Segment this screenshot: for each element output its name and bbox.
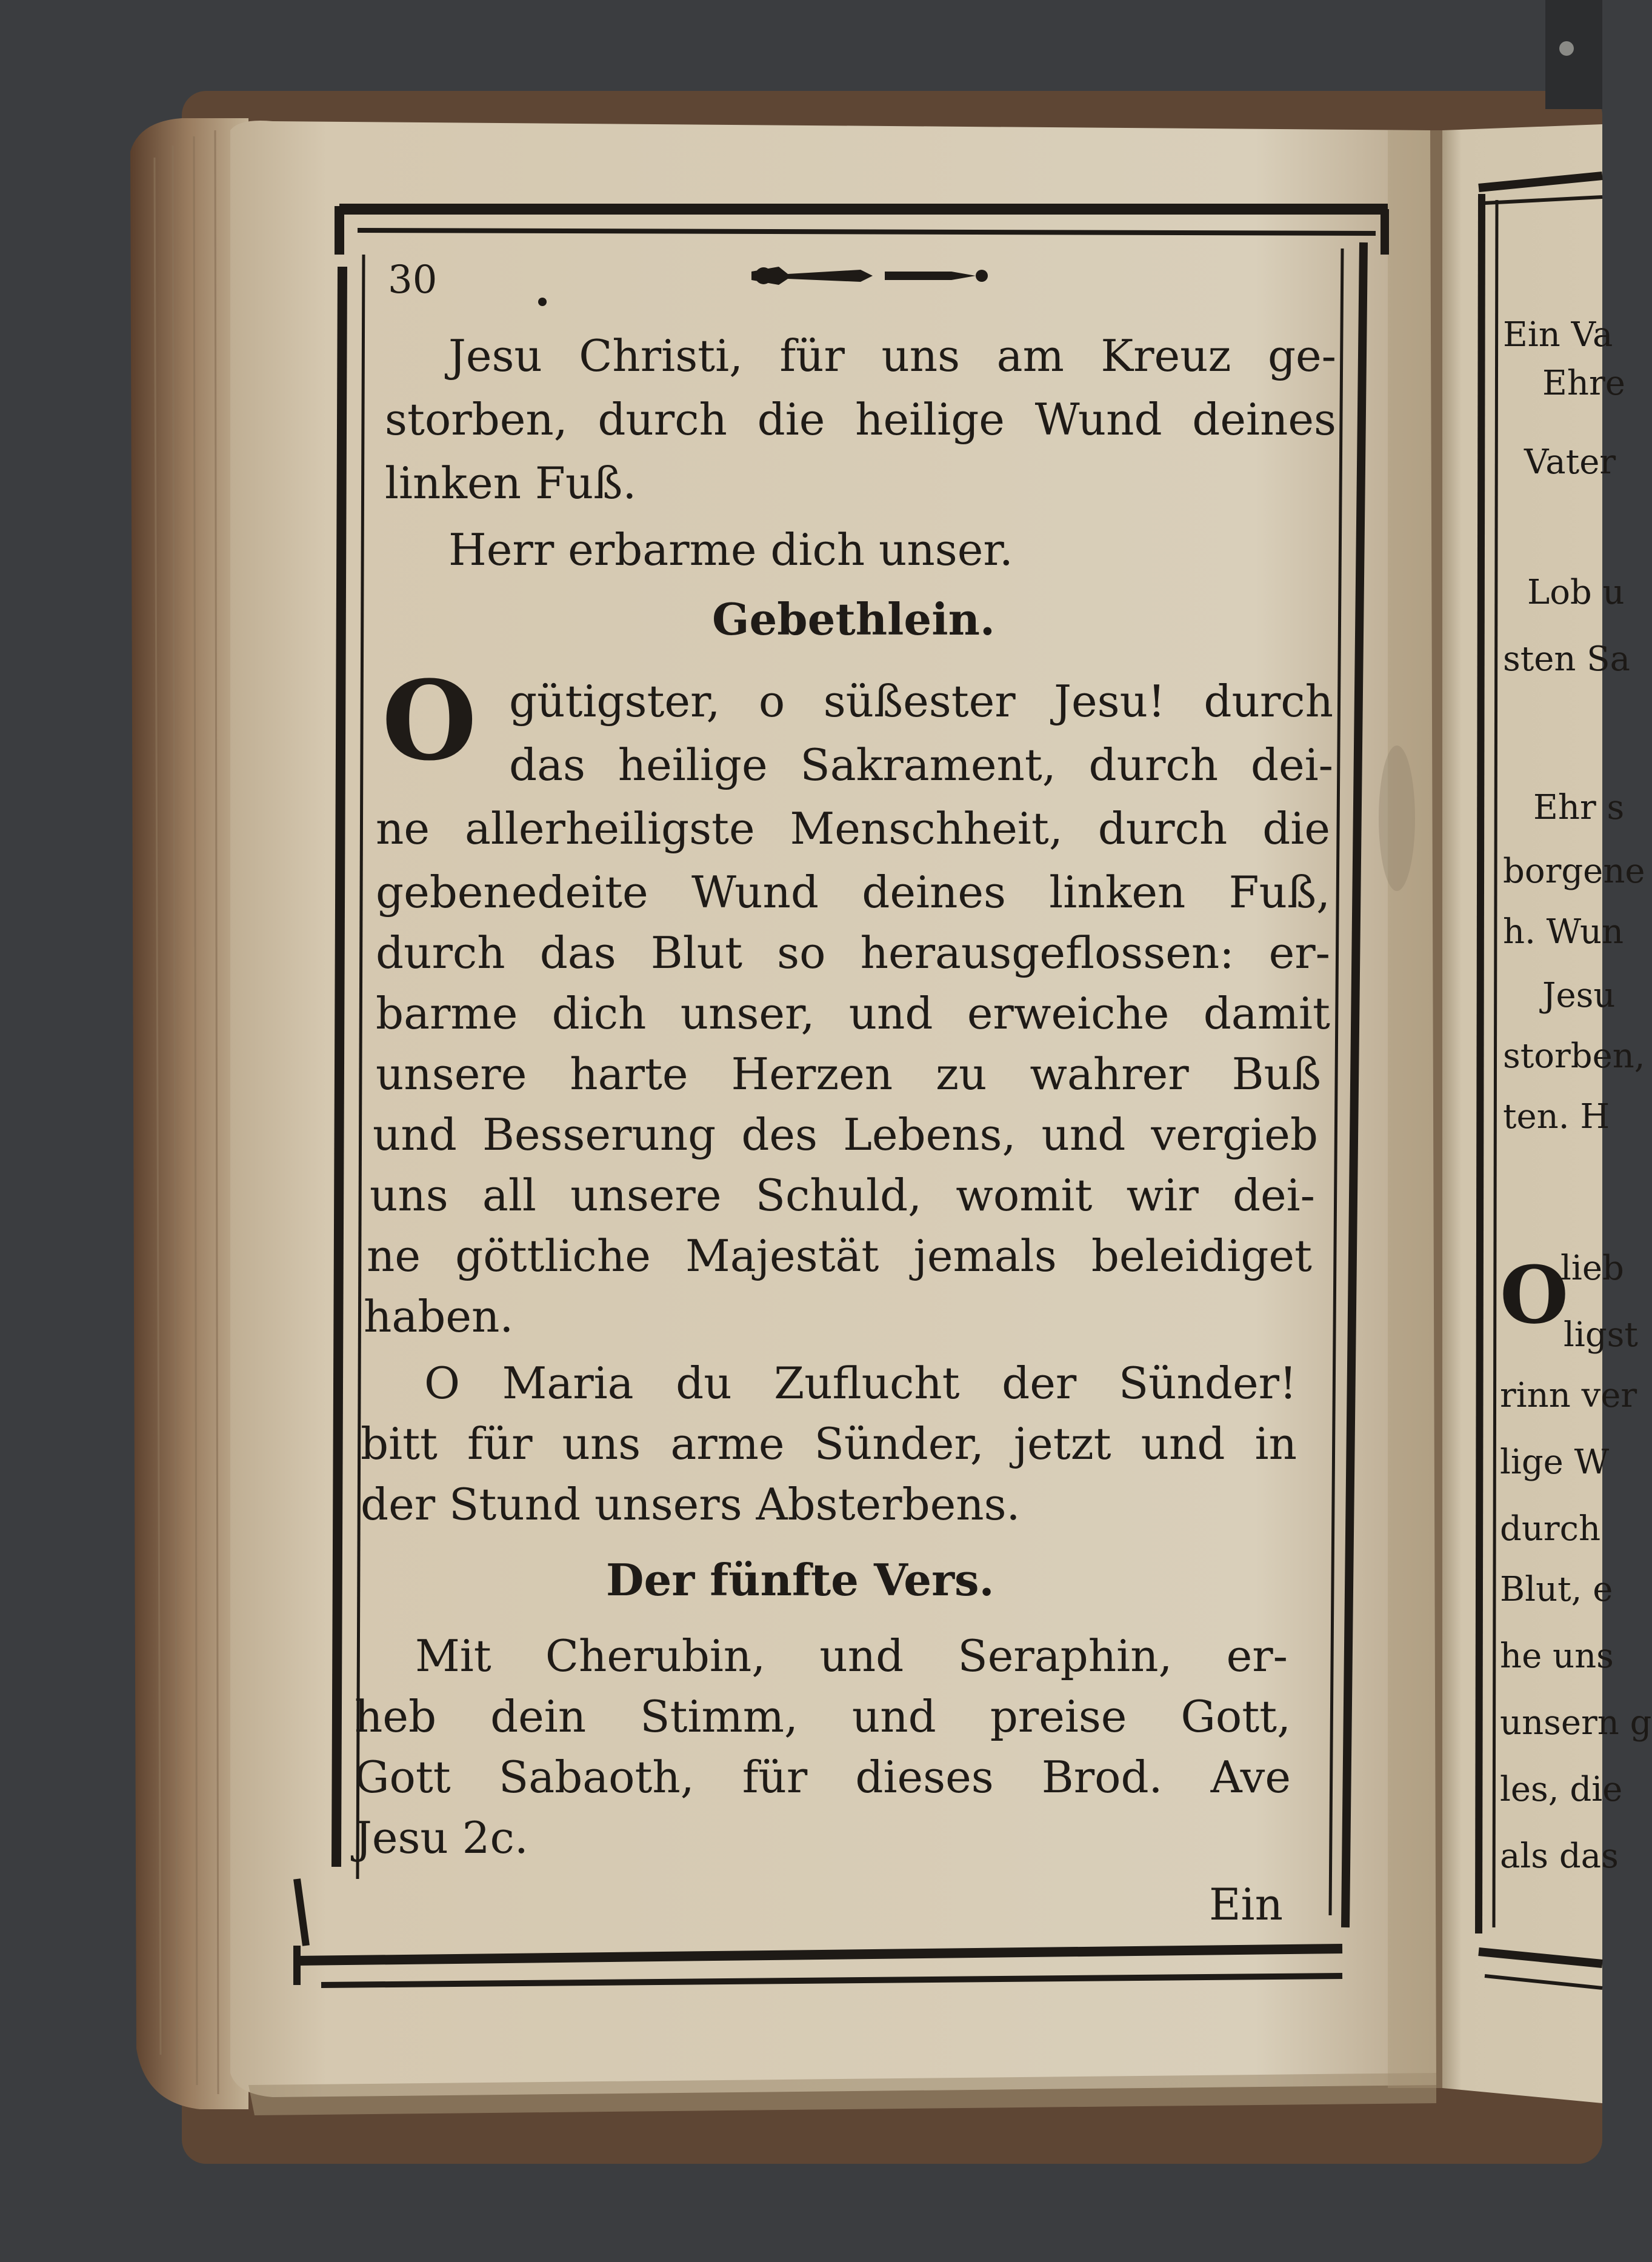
text-line — [367, 1224, 1312, 1287]
word: Lebens, — [843, 1109, 1016, 1160]
word: und — [819, 1630, 904, 1681]
word: dein — [490, 1691, 587, 1742]
word: uns — [370, 1170, 448, 1221]
word: Brod. — [1041, 1752, 1163, 1803]
word: Stimm, — [640, 1691, 798, 1742]
word: göttliche — [455, 1230, 651, 1281]
word: Sakrament, — [800, 739, 1056, 790]
word: für — [467, 1418, 533, 1469]
text-line — [361, 1412, 1297, 1475]
word: am — [996, 330, 1064, 381]
word: und — [1041, 1109, 1126, 1160]
word: du — [676, 1358, 732, 1409]
right-page-fragment: rinn ver — [1500, 1376, 1637, 1415]
word: dich — [551, 988, 647, 1039]
word: uns — [562, 1418, 641, 1469]
drop-cap: O — [382, 657, 477, 785]
right-page-fragment: Ein Va — [1503, 315, 1613, 355]
word: er- — [1268, 927, 1330, 978]
word: linken — [1049, 867, 1186, 918]
word: jemals — [913, 1230, 1057, 1281]
text-line — [355, 1746, 1291, 1809]
word: des — [741, 1109, 818, 1160]
word: Blut — [650, 927, 743, 978]
word: süßester — [823, 676, 1016, 727]
word: dei- — [1232, 1170, 1315, 1221]
word: durch — [598, 394, 727, 445]
page-number: 30 — [388, 258, 438, 302]
word: durch — [1204, 676, 1333, 727]
word: Ave — [1210, 1752, 1291, 1803]
word: Fuß, — [1228, 867, 1330, 918]
section-heading: Der fünfte Vers. — [606, 1554, 994, 1606]
text-line — [370, 1164, 1315, 1227]
word: Gott, — [1181, 1691, 1291, 1742]
word: Gott — [355, 1752, 451, 1803]
right-page-fragment: Vater — [1524, 442, 1616, 482]
word: gütigster, — [509, 676, 721, 727]
right-page-fragment: h. Wun — [1503, 912, 1624, 952]
word: Herzen — [731, 1049, 893, 1099]
right-page-fragment: unsern g — [1500, 1703, 1652, 1743]
word: allerheiligste — [464, 803, 755, 854]
word: Majestät — [685, 1230, 879, 1281]
word: das — [509, 739, 585, 790]
word: wir — [1126, 1170, 1199, 1221]
word: Menschheit, — [790, 803, 1063, 854]
word: heilige — [855, 394, 1005, 445]
word: das — [539, 927, 616, 978]
word: und — [851, 1691, 936, 1742]
word: jetzt — [1013, 1418, 1111, 1469]
word: und — [373, 1109, 457, 1160]
word: vergieb — [1151, 1109, 1318, 1160]
right-page-fragment: borgene — [1503, 852, 1645, 891]
word: Seraphin, — [958, 1630, 1173, 1681]
word: durch — [1097, 803, 1228, 854]
text-line — [376, 982, 1330, 1045]
word: heb — [355, 1691, 437, 1742]
right-page-fragment: les, die — [1500, 1770, 1623, 1809]
section-heading: Gebethlein. — [712, 593, 995, 645]
word: ne — [367, 1230, 421, 1281]
text-line: linken Fuß. — [385, 458, 637, 509]
word: ne — [376, 803, 430, 854]
word: Christi, — [579, 330, 743, 381]
text-line — [355, 1685, 1291, 1748]
word: Sabaoth, — [498, 1752, 694, 1803]
text-line — [376, 921, 1330, 984]
word: die — [1262, 803, 1330, 854]
word: Buß — [1231, 1049, 1321, 1099]
word: uns — [881, 330, 961, 381]
word: preise — [990, 1691, 1127, 1742]
right-page-fragment: als das — [1500, 1837, 1619, 1876]
word: er- — [1226, 1630, 1288, 1681]
word: o — [758, 676, 785, 727]
response-text: Herr erbarme dich unser. — [448, 524, 1013, 575]
word: die — [757, 394, 825, 445]
word: Wund — [691, 867, 819, 918]
catchword: Ein — [1209, 1879, 1283, 1930]
word: Jesu — [448, 330, 542, 381]
text-line — [415, 1624, 1288, 1687]
text-line — [376, 1043, 1321, 1106]
text-line — [376, 797, 1330, 860]
text-line — [509, 733, 1333, 796]
word: deines — [1192, 394, 1336, 445]
word: Mit — [415, 1630, 491, 1681]
word: für — [779, 330, 845, 381]
right-page-fragment: durch — [1500, 1509, 1601, 1549]
right-page-fragment: Ehr s — [1533, 788, 1625, 827]
word: unsere — [570, 1170, 722, 1221]
word: barme — [376, 988, 518, 1039]
word: dieses — [855, 1752, 994, 1803]
text-line — [376, 861, 1330, 924]
word: ge- — [1267, 330, 1336, 381]
right-page-fragment: storben, — [1503, 1036, 1645, 1076]
word: erweiche — [967, 988, 1170, 1039]
right-page-fragment: ligst — [1564, 1315, 1638, 1355]
text-line: der Stund unsers Absterbens. — [361, 1479, 1021, 1530]
word: dei- — [1250, 739, 1333, 790]
text-line — [385, 388, 1336, 451]
word: Besserung — [482, 1109, 716, 1160]
word: in — [1254, 1418, 1297, 1469]
word: Zuflucht — [774, 1358, 960, 1409]
word: bitt — [361, 1418, 438, 1469]
word: der — [1002, 1358, 1077, 1409]
word: und — [848, 988, 933, 1039]
text-line — [373, 1103, 1318, 1166]
right-page-fragment: Ehre — [1542, 364, 1625, 403]
word: durch — [376, 927, 505, 978]
right-page-fragment: Jesu — [1542, 976, 1616, 1015]
word: all — [482, 1170, 536, 1221]
word: unsere — [376, 1049, 527, 1099]
word: Sünder, — [814, 1418, 984, 1469]
right-page-fragment: he uns — [1500, 1636, 1614, 1676]
right-page-fragment: O — [1500, 1249, 1569, 1341]
word: Kreuz — [1101, 330, 1231, 381]
word: harte — [570, 1049, 688, 1099]
text-line — [424, 1352, 1297, 1415]
word: so — [777, 927, 826, 978]
word: Maria — [502, 1358, 634, 1409]
word: Schuld, — [755, 1170, 922, 1221]
word: und — [1141, 1418, 1225, 1469]
word: Wund — [1034, 394, 1162, 445]
word: Jesu! — [1054, 676, 1165, 727]
word: für — [742, 1752, 808, 1803]
word: Sünder! — [1118, 1358, 1297, 1409]
word: Cherubin, — [545, 1630, 766, 1681]
right-page-fragment: lieb — [1560, 1249, 1624, 1288]
word: herausgeflossen: — [860, 927, 1234, 978]
word: arme — [670, 1418, 785, 1469]
word: gebenedeite — [376, 867, 648, 918]
word: storben, — [385, 394, 568, 445]
word: O — [424, 1358, 461, 1409]
word: durch — [1088, 739, 1219, 790]
right-page-fragment: sten Sa — [1503, 639, 1630, 679]
word: wahrer — [1030, 1049, 1189, 1099]
word: heilige — [618, 739, 768, 790]
text-line: haben. — [364, 1291, 514, 1342]
right-page-fragment: Lob u — [1527, 573, 1625, 612]
word: womit — [956, 1170, 1093, 1221]
text-line: Jesu 2c. — [355, 1812, 528, 1863]
right-page-fragment: lige W — [1500, 1443, 1610, 1482]
word: unser, — [680, 988, 815, 1039]
word: beleidiget — [1091, 1230, 1312, 1281]
text-line — [448, 324, 1336, 387]
right-page-fragment: Blut, e — [1500, 1570, 1613, 1609]
word: deines — [862, 867, 1006, 918]
right-page-fragment: ten. H — [1503, 1097, 1610, 1136]
text-line — [509, 670, 1333, 733]
word: zu — [936, 1049, 987, 1099]
word: damit — [1203, 988, 1330, 1039]
